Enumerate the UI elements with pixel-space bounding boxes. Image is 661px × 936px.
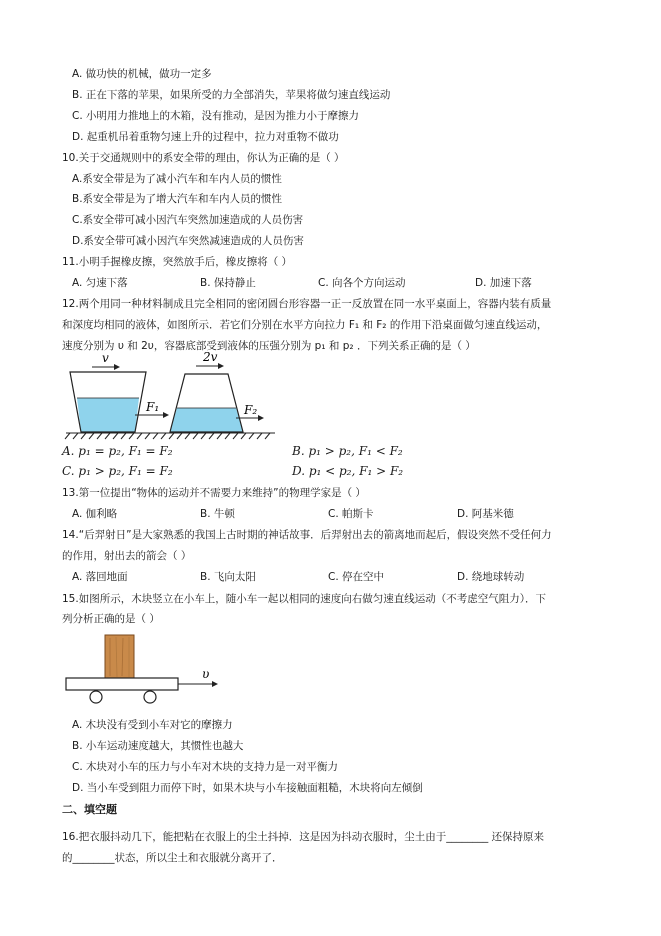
q12-label-f1: F₁ (146, 400, 160, 414)
q14-stem-line-1: 14.“后羿射日”是大家熟悉的我国上古时期的神话故事．后羿射出去的箭离地而起后，假设突然不受任何力 (62, 529, 552, 541)
q11-option-d: D. 加速下落 (475, 277, 532, 289)
q12-stem-line-1: 12.两个用同一种材料制成且完全相同的密闭圆台形容器一正一反放置在同一水平桌面上，容器内装有质量 (62, 298, 552, 310)
q16-line-1: 16.把衣服抖动几下，能把粘在衣服上的尘土抖掉．这是因为抖动衣服时，尘土由于________ 还保持原来 (62, 831, 545, 843)
q14-option-c: C. 停在空中 (328, 571, 385, 583)
q12-stem-line-2: 和深度均相同的液体，如图所示．若它们分别在水平方向拉力 F₁ 和 F₂ 的作用下沿桌面做匀速直线运动， (62, 319, 548, 331)
q10-option-a: A.系安全带是为了减小汽车和车内人员的惯性 (72, 173, 282, 185)
q15-option-b: B. 小车运动速度越大，其惯性也越大 (72, 740, 244, 752)
q15-option-a: A. 木块没有受到小车对它的摩擦力 (72, 719, 233, 731)
q12-option-d: D. p₁ < p₂, F₁ > F₂ (292, 464, 404, 478)
q12-option-b: B. p₁ > p₂, F₁ < F₂ (292, 444, 403, 458)
q9-option-b: B. 正在下落的苹果，如果所受的力全部消失，苹果将做匀速直线运动 (72, 89, 391, 101)
q9-option-a: A. 做功快的机械，做功一定多 (72, 68, 212, 80)
q10-stem: 10.关于交通规则中的系安全带的理由，你认为正确的是（ ） (62, 152, 345, 164)
q13-stem: 13.第一位提出“物体的运动并不需要力来维持”的物理学家是（ ） (62, 487, 366, 499)
q15-velocity-arrow (178, 681, 218, 687)
q11-option-b: B. 保持静止 (200, 277, 256, 289)
q12-option-a: A. p₁ = p₂, F₁ = F₂ (62, 444, 173, 458)
q10-option-d: D.系安全带可减小因汽车突然减速造成的人员伤害 (72, 235, 304, 247)
q13-option-a: A. 伽利略 (72, 508, 118, 520)
q13-option-c: C. 帕斯卡 (328, 508, 374, 520)
q14-option-b: B. 飞向太阳 (200, 571, 256, 583)
q13-option-b: B. 牛顿 (200, 508, 235, 520)
q12-label-2v: 2v (203, 352, 218, 364)
q15-stem-line-1: 15.如图所示，木块竖立在小车上，随小车一起以相同的速度向右做匀速直线运动（不考虑空气阻力）．下 (62, 593, 546, 605)
q15-wood-block (105, 635, 134, 678)
q14-option-a: A. 落回地面 (72, 571, 128, 583)
q11-option-c: C. 向各个方向运动 (318, 277, 406, 289)
q13-option-d: D. 阿基米德 (457, 508, 514, 520)
q12-container-right (170, 374, 243, 432)
q15-cart (66, 678, 178, 703)
q15-label-v: υ (202, 667, 210, 681)
q14-option-d: D. 绕地球转动 (457, 571, 525, 583)
q12-label-v: v (102, 352, 109, 365)
q10-option-b: B.系安全带是为了增大汽车和车内人员的惯性 (72, 193, 283, 205)
q12-option-c: C. p₁ > p₂, F₁ = F₂ (62, 464, 173, 478)
q15-figure (60, 632, 230, 710)
q10-option-c: C.系安全带可减小因汽车突然加速造成的人员伤害 (72, 214, 304, 226)
q11-option-a: A. 匀速下落 (72, 277, 128, 289)
q15-stem-line-2: 列分析正确的是（ ） (62, 613, 160, 625)
q14-stem-line-2: 的作用，射出去的箭会（ ） (62, 550, 192, 562)
q11-stem: 11.小明手握橡皮擦，突然放手后，橡皮擦将（ ） (62, 256, 293, 268)
q12-label-f2: F₂ (244, 403, 258, 417)
q16-line-2: 的________状态，所以尘土和衣服就分离开了． (62, 852, 283, 864)
section-title-fill-in: 二、填空题 (62, 803, 117, 816)
q12-ground (65, 433, 275, 439)
q12-container-left (70, 372, 146, 432)
q9-option-c: C. 小明用力推地上的木箱，没有推动，是因为推力小于摩擦力 (72, 110, 360, 122)
q15-option-c: C. 木块对小车的压力与小车对木块的支持力是一对平衡力 (72, 761, 339, 773)
q9-option-d: D. 起重机吊着重物匀速上升的过程中，拉力对重物不做功 (72, 131, 339, 143)
q15-option-d: D. 当小车受到阻力而停下时，如果木块与小车接触面粗糙，木块将向左倾倒 (72, 782, 423, 794)
q12-figure (60, 352, 290, 444)
q12-stem-line-3: 速度分别为 υ 和 2υ，容器底部受到液体的压强分别为 p₁ 和 p₂ ．下列关系正确的是（ ） (62, 340, 476, 352)
